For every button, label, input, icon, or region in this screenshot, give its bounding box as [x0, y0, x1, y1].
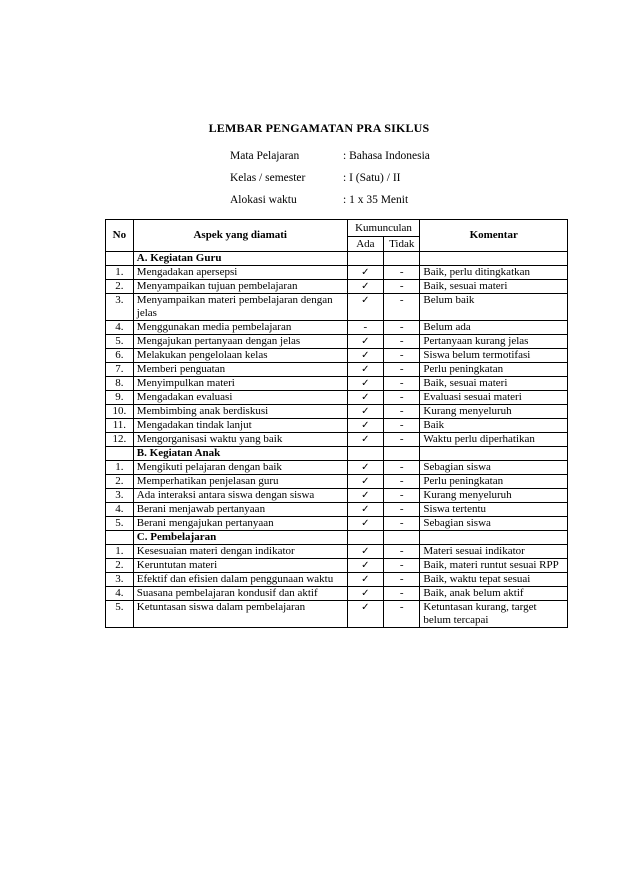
- comment-cell: Sebagian siswa: [420, 517, 568, 531]
- aspect-cell: Melakukan pengelolaan kelas: [133, 349, 347, 363]
- header-tidak: Tidak: [384, 237, 420, 252]
- tidak-cell: -: [384, 433, 420, 447]
- ada-cell: [347, 601, 383, 628]
- ada-cell: [347, 349, 383, 363]
- comment-cell: Evaluasi sesuai materi: [420, 391, 568, 405]
- row-number: 2.: [106, 559, 134, 573]
- tidak-cell: -: [384, 266, 420, 280]
- aspect-cell: Mengadakan tindak lanjut: [133, 419, 347, 433]
- row-number: 8.: [106, 377, 134, 391]
- row-number: 3.: [106, 489, 134, 503]
- table-row: [106, 266, 568, 280]
- check-icon: ✓: [361, 546, 370, 557]
- empty-cell: [384, 252, 420, 266]
- ada-cell: -: [347, 321, 383, 335]
- comment-cell: Belum baik: [420, 294, 568, 321]
- ada-cell: [347, 377, 383, 391]
- row-number: 12.: [106, 433, 134, 447]
- tidak-cell: -: [384, 601, 420, 628]
- tidak-cell: -: [384, 363, 420, 377]
- table-row: [106, 377, 568, 391]
- section-title: B. Kegiatan Anak: [133, 447, 347, 461]
- ada-cell: [347, 391, 383, 405]
- table-row: [106, 363, 568, 377]
- table-row: [106, 405, 568, 419]
- row-number: 5.: [106, 517, 134, 531]
- header-aspek: Aspek yang diamati: [133, 220, 347, 252]
- info-label: Mata Pelajaran: [230, 150, 300, 162]
- row-number: 5.: [106, 601, 134, 628]
- ada-cell: [347, 503, 383, 517]
- tidak-cell: -: [384, 587, 420, 601]
- check-icon: ✓: [361, 336, 370, 347]
- section-row: [106, 531, 568, 545]
- row-number: 6.: [106, 349, 134, 363]
- section-row: [106, 252, 568, 266]
- comment-cell: Baik, sesuai materi: [420, 377, 568, 391]
- check-icon: ✓: [361, 588, 370, 599]
- check-icon: ✓: [361, 267, 370, 278]
- empty-cell: [384, 447, 420, 461]
- tidak-cell: -: [384, 573, 420, 587]
- empty-cell: [347, 447, 383, 461]
- row-number: 1.: [106, 545, 134, 559]
- comment-cell: Baik, waktu tepat sesuai: [420, 573, 568, 587]
- empty-cell: [106, 252, 134, 266]
- ada-cell: [347, 294, 383, 321]
- row-number: 3.: [106, 573, 134, 587]
- row-number: 10.: [106, 405, 134, 419]
- ada-cell: [347, 280, 383, 294]
- ada-cell: [347, 405, 383, 419]
- empty-cell: [347, 252, 383, 266]
- table-row: [106, 461, 568, 475]
- check-icon: ✓: [361, 434, 370, 445]
- aspect-cell: Memperhatikan penjelasan guru: [133, 475, 347, 489]
- tidak-cell: -: [384, 461, 420, 475]
- ada-cell: [347, 266, 383, 280]
- empty-cell: [420, 252, 568, 266]
- tidak-cell: -: [384, 503, 420, 517]
- tidak-cell: -: [384, 391, 420, 405]
- ada-cell: [347, 335, 383, 349]
- comment-cell: Materi sesuai indikator: [420, 545, 568, 559]
- comment-cell: Baik, perlu ditingkatkan: [420, 266, 568, 280]
- table-row: [106, 391, 568, 405]
- table-row: [106, 349, 568, 363]
- comment-cell: Perlu peningkatan: [420, 475, 568, 489]
- section-title: A. Kegiatan Guru: [133, 252, 347, 266]
- empty-cell: [420, 531, 568, 545]
- aspect-cell: Kesesuaian materi dengan indikator: [133, 545, 347, 559]
- ada-cell: [347, 461, 383, 475]
- tidak-cell: -: [384, 280, 420, 294]
- aspect-cell: Mengikuti pelajaran dengan baik: [133, 461, 347, 475]
- table-row: [106, 601, 568, 628]
- aspect-cell: Ada interaksi antara siswa dengan siswa: [133, 489, 347, 503]
- row-number: 11.: [106, 419, 134, 433]
- check-icon: ✓: [361, 476, 370, 487]
- comment-cell: Baik, sesuai materi: [420, 280, 568, 294]
- section-title: C. Pembelajaran: [133, 531, 347, 545]
- section-row: [106, 447, 568, 461]
- header-komentar: Komentar: [420, 220, 568, 252]
- observation-table: [105, 219, 568, 628]
- empty-cell: [347, 531, 383, 545]
- table-row: [106, 517, 568, 531]
- header-kemunculan: Kumunculan: [347, 220, 420, 237]
- table-row: [106, 573, 568, 587]
- tidak-cell: -: [384, 377, 420, 391]
- info-value: : 1 x 35 Menit: [343, 194, 409, 206]
- row-number: 1.: [106, 266, 134, 280]
- info-value: : I (Satu) / II: [343, 172, 401, 184]
- tidak-cell: -: [384, 559, 420, 573]
- aspect-cell: Mengajukan pertanyaan dengan jelas: [133, 335, 347, 349]
- ada-cell: [347, 559, 383, 573]
- tidak-cell: -: [384, 545, 420, 559]
- comment-cell: Perlu peningkatan: [420, 363, 568, 377]
- page-title: LEMBAR PENGAMATAN PRA SIKLUS: [208, 121, 430, 135]
- tidak-cell: -: [384, 349, 420, 363]
- table-row: [106, 335, 568, 349]
- aspect-cell: Memberi penguatan: [133, 363, 347, 377]
- table-row: [106, 559, 568, 573]
- check-icon: ✓: [361, 504, 370, 515]
- comment-cell: Sebagian siswa: [420, 461, 568, 475]
- comment-cell: Pertanyaan kurang jelas: [420, 335, 568, 349]
- empty-cell: [106, 447, 134, 461]
- tidak-cell: -: [384, 321, 420, 335]
- aspect-cell: Berani menjawab pertanyaan: [133, 503, 347, 517]
- table-row: [106, 280, 568, 294]
- info-label: Alokasi waktu: [230, 194, 297, 206]
- header-ada: Ada: [347, 237, 383, 252]
- comment-cell: Waktu perlu diperhatikan: [420, 433, 568, 447]
- row-number: 2.: [106, 475, 134, 489]
- check-icon: ✓: [361, 602, 370, 613]
- aspect-cell: Efektif dan efisien dalam penggunaan waktu: [133, 573, 347, 587]
- ada-cell: [347, 433, 383, 447]
- row-number: 1.: [106, 461, 134, 475]
- table-row: [106, 489, 568, 503]
- aspect-cell: Mengorganisasi waktu yang baik: [133, 433, 347, 447]
- row-number: 4.: [106, 503, 134, 517]
- tidak-cell: -: [384, 405, 420, 419]
- comment-cell: Siswa tertentu: [420, 503, 568, 517]
- table-row: [106, 433, 568, 447]
- aspect-cell: Menyampaikan materi pembelajaran dengan jelas: [133, 294, 347, 321]
- table-row: [106, 587, 568, 601]
- aspect-cell: Menggunakan media pembelajaran: [133, 321, 347, 335]
- comment-cell: Belum ada: [420, 321, 568, 335]
- aspect-cell: Mengadakan evaluasi: [133, 391, 347, 405]
- comment-cell: Baik: [420, 419, 568, 433]
- info-value: : Bahasa Indonesia: [343, 150, 430, 162]
- ada-cell: [347, 517, 383, 531]
- aspect-cell: Berani mengajukan pertanyaan: [133, 517, 347, 531]
- ada-cell: [347, 419, 383, 433]
- ada-cell: [347, 475, 383, 489]
- tidak-cell: -: [384, 335, 420, 349]
- comment-cell: Kurang menyeluruh: [420, 405, 568, 419]
- check-icon: ✓: [361, 462, 370, 473]
- aspect-cell: Ketuntasan siswa dalam pembelajaran: [133, 601, 347, 628]
- comment-cell: Ketuntasan kurang, target belum tercapai: [420, 601, 568, 628]
- tidak-cell: -: [384, 475, 420, 489]
- ada-cell: [347, 489, 383, 503]
- aspect-cell: Menyimpulkan materi: [133, 377, 347, 391]
- ada-cell: [347, 587, 383, 601]
- check-icon: ✓: [361, 490, 370, 501]
- aspect-cell: Membimbing anak berdiskusi: [133, 405, 347, 419]
- comment-cell: Siswa belum termotifasi: [420, 349, 568, 363]
- aspect-cell: Suasana pembelajaran kondusif dan aktif: [133, 587, 347, 601]
- ada-cell: [347, 545, 383, 559]
- check-icon: ✓: [361, 364, 370, 375]
- tidak-cell: -: [384, 517, 420, 531]
- comment-cell: Kurang menyeluruh: [420, 489, 568, 503]
- row-number: 3.: [106, 294, 134, 321]
- info-label: Kelas / semester: [230, 172, 306, 184]
- empty-cell: [384, 531, 420, 545]
- check-icon: ✓: [361, 350, 370, 361]
- tidak-cell: -: [384, 294, 420, 321]
- row-number: 2.: [106, 280, 134, 294]
- aspect-cell: Menyampaikan tujuan pembelajaran: [133, 280, 347, 294]
- check-icon: ✓: [361, 574, 370, 585]
- table-row: [106, 545, 568, 559]
- empty-cell: [106, 531, 134, 545]
- row-number: 4.: [106, 321, 134, 335]
- row-number: 7.: [106, 363, 134, 377]
- check-icon: ✓: [361, 392, 370, 403]
- row-number: 9.: [106, 391, 134, 405]
- aspect-cell: Keruntutan materi: [133, 559, 347, 573]
- ada-cell: [347, 363, 383, 377]
- check-icon: ✓: [361, 295, 370, 306]
- empty-cell: [420, 447, 568, 461]
- table-row: [106, 321, 568, 335]
- header-no: No: [106, 220, 134, 252]
- ada-cell: [347, 573, 383, 587]
- table-row: [106, 419, 568, 433]
- table-row: [106, 503, 568, 517]
- check-icon: ✓: [361, 281, 370, 292]
- check-icon: ✓: [361, 406, 370, 417]
- table-row: [106, 294, 568, 321]
- row-number: 5.: [106, 335, 134, 349]
- row-number: 4.: [106, 587, 134, 601]
- tidak-cell: -: [384, 419, 420, 433]
- check-icon: ✓: [361, 420, 370, 431]
- check-icon: ✓: [361, 518, 370, 529]
- aspect-cell: Mengadakan apersepsi: [133, 266, 347, 280]
- table-body: [106, 252, 568, 628]
- check-icon: ✓: [361, 378, 370, 389]
- comment-cell: Baik, materi runtut sesuai RPP: [420, 559, 568, 573]
- comment-cell: Baik, anak belum aktif: [420, 587, 568, 601]
- table-row: [106, 475, 568, 489]
- check-icon: ✓: [361, 560, 370, 571]
- tidak-cell: -: [384, 489, 420, 503]
